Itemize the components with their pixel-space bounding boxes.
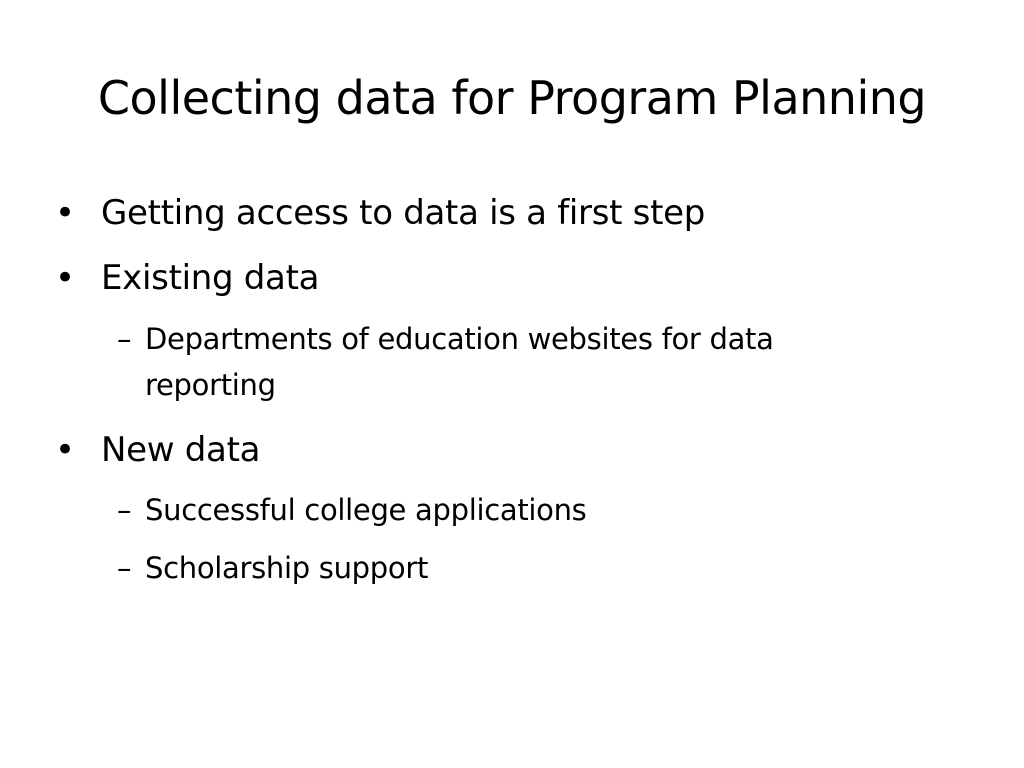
sub-bullet-text: Departments of education websites for data reporting — [145, 322, 774, 402]
bullet-marker: • — [55, 258, 75, 298]
sub-bullet-marker: – — [117, 551, 132, 585]
bullet-text: New data — [101, 430, 261, 470]
sub-bullet-text: Successful college applications — [145, 493, 587, 527]
bullet-marker: • — [55, 193, 75, 233]
sub-bullet-marker: – — [117, 322, 132, 356]
bullet-text: Existing data — [101, 258, 320, 298]
bullet-text: Getting access to data is a first step — [101, 193, 706, 233]
sub-bullet-marker: – — [117, 493, 132, 527]
sub-bullet-text: Scholarship support — [145, 551, 429, 585]
bullet-marker: • — [55, 430, 75, 470]
slide-title: Collecting data for Program Planning — [97, 71, 927, 125]
